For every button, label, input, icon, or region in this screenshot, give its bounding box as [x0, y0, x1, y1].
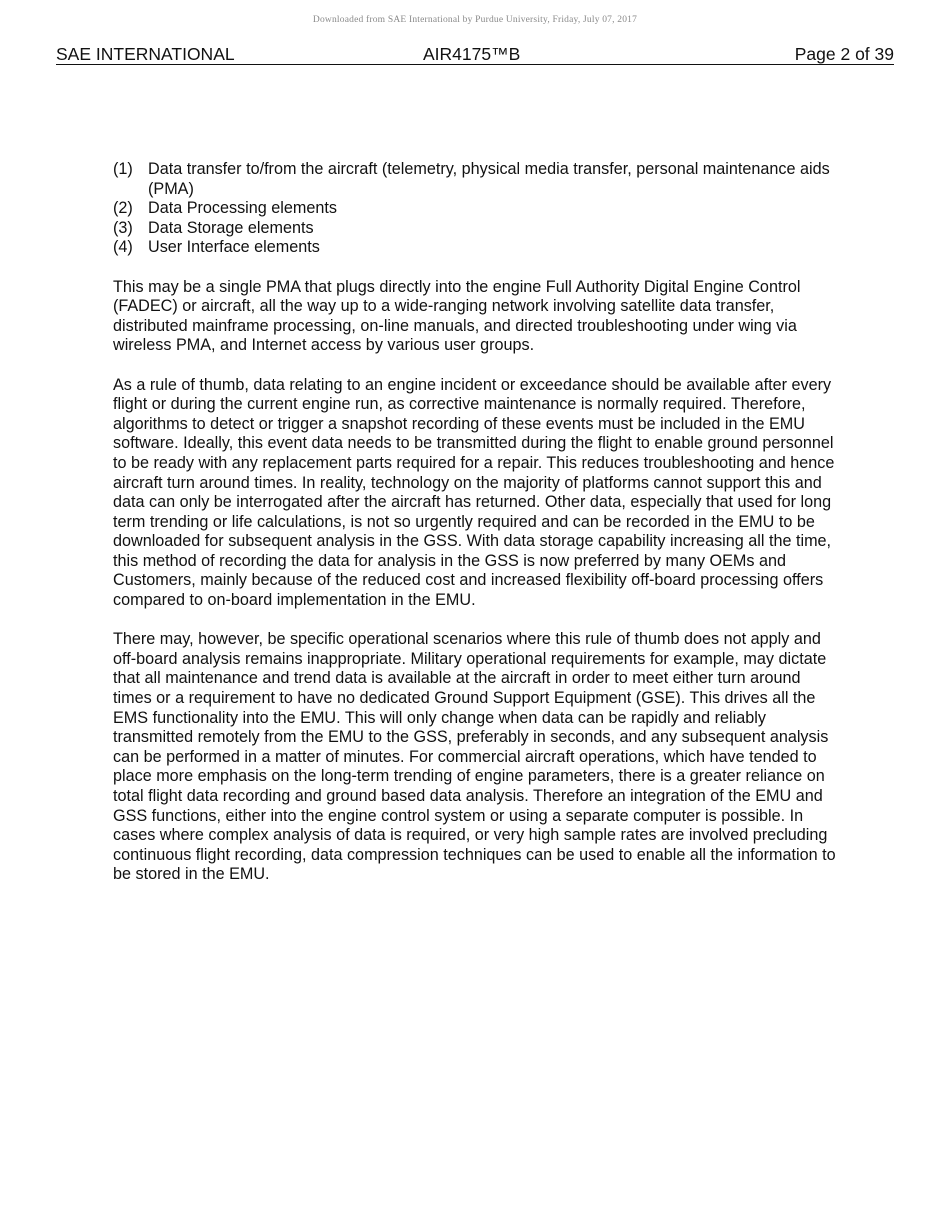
page-header — [56, 44, 894, 65]
list-item-number: (2) — [113, 199, 133, 218]
list-item — [113, 219, 843, 239]
list-item — [113, 238, 843, 258]
list-item — [113, 199, 843, 219]
paragraph-rule-of-thumb: As a rule of thumb, data relating to an engine incident or exceedance should be available after every flight or during the current engine run, as corrective maintenance is normally required. Therefore, algorithms to detect or trigger a snapshot recording of these events must be included in the EMU software. Ideally, this event data needs to be transmitted during the flight to enable ground personnel to be ready with any replacement parts required for a repair. This reduces troubleshooting and hence aircraft turn around times. In reality, technology on the majority of platforms cannot support this and data can only be interrogated after the aircraft has returned. Other data, especially that used for long term trending or life calculations, is not so urgently required and can be recorded in the EMU to be downloaded for subsequent analysis in the GSS. With data storage capability increasing all the time, this method of recording the data for analysis in the GSS is now preferred by many OEMs and Customers, mainly because of the reduced cost and increased flexibility off-board processing offers compared to on-board implementation in the EMU. — [113, 375, 835, 610]
header-organization: SAE INTERNATIONAL — [56, 44, 235, 64]
list-item-text: Data transfer to/from the aircraft (telemetry, physical media transfer, personal maintenance aids (PMA) — [148, 160, 830, 198]
download-watermark: Downloaded from SAE International by Purdue University, Friday, July 07, 2017 — [312, 15, 638, 25]
list-item-text: User Interface elements — [148, 238, 320, 257]
list-item — [113, 160, 843, 199]
list-item-number: (1) — [113, 160, 133, 178]
header-page-number: Page 2 of 39 — [794, 44, 894, 64]
paragraph-pma-scope: This may be a single PMA that plugs directly into the engine Full Authority Digital Engine Control (FADEC) or aircraft, all the way up to a wide-ranging network involving satellite data transfer, distributed mainframe processing, on-line manuals, and directed troubleshooting under wing via wireless PMA, and Internet access by various user groups. — [113, 277, 801, 355]
list-item-number: (4) — [113, 238, 133, 257]
header-document-number: AIR4175™B — [423, 44, 521, 64]
document-body — [113, 160, 843, 905]
numbered-list — [113, 160, 843, 258]
list-item-number: (3) — [113, 218, 133, 237]
paragraph-operational-scenarios: There may, however, be specific operational scenarios where this rule of thumb does not apply and off-board analysis remains inappropriate. Military operational requirements for example, may dictate that all maintenance and trend data is available at the aircraft in order to meet either turn around times or a requirement to have no dedicated Ground Support Equipment (GSE). This drives all the EMS functionality into the EMU. This will only change when data can be rapidly and reliably transmitted remotely from the EMU to the GSS, preferably in seconds, and any subsequent analysis can be performed in a matter of minutes. For commercial aircraft operations, which have tended to place more emphasis on the long-term trending of engine parameters, there is a greater reliance on total flight data recording and ground based data analysis. Therefore an integration of the EMU and GSS functions, either into the engine control system or using a separate computer is possible. In cases where complex analysis of data is required, or very high sample rates are involved precluding continuous flight recording, data compression techniques can be used to enable all the information to be stored in the EMU. — [113, 630, 836, 884]
list-item-text: Data Processing elements — [148, 199, 337, 218]
list-item-text: Data Storage elements — [148, 218, 314, 237]
